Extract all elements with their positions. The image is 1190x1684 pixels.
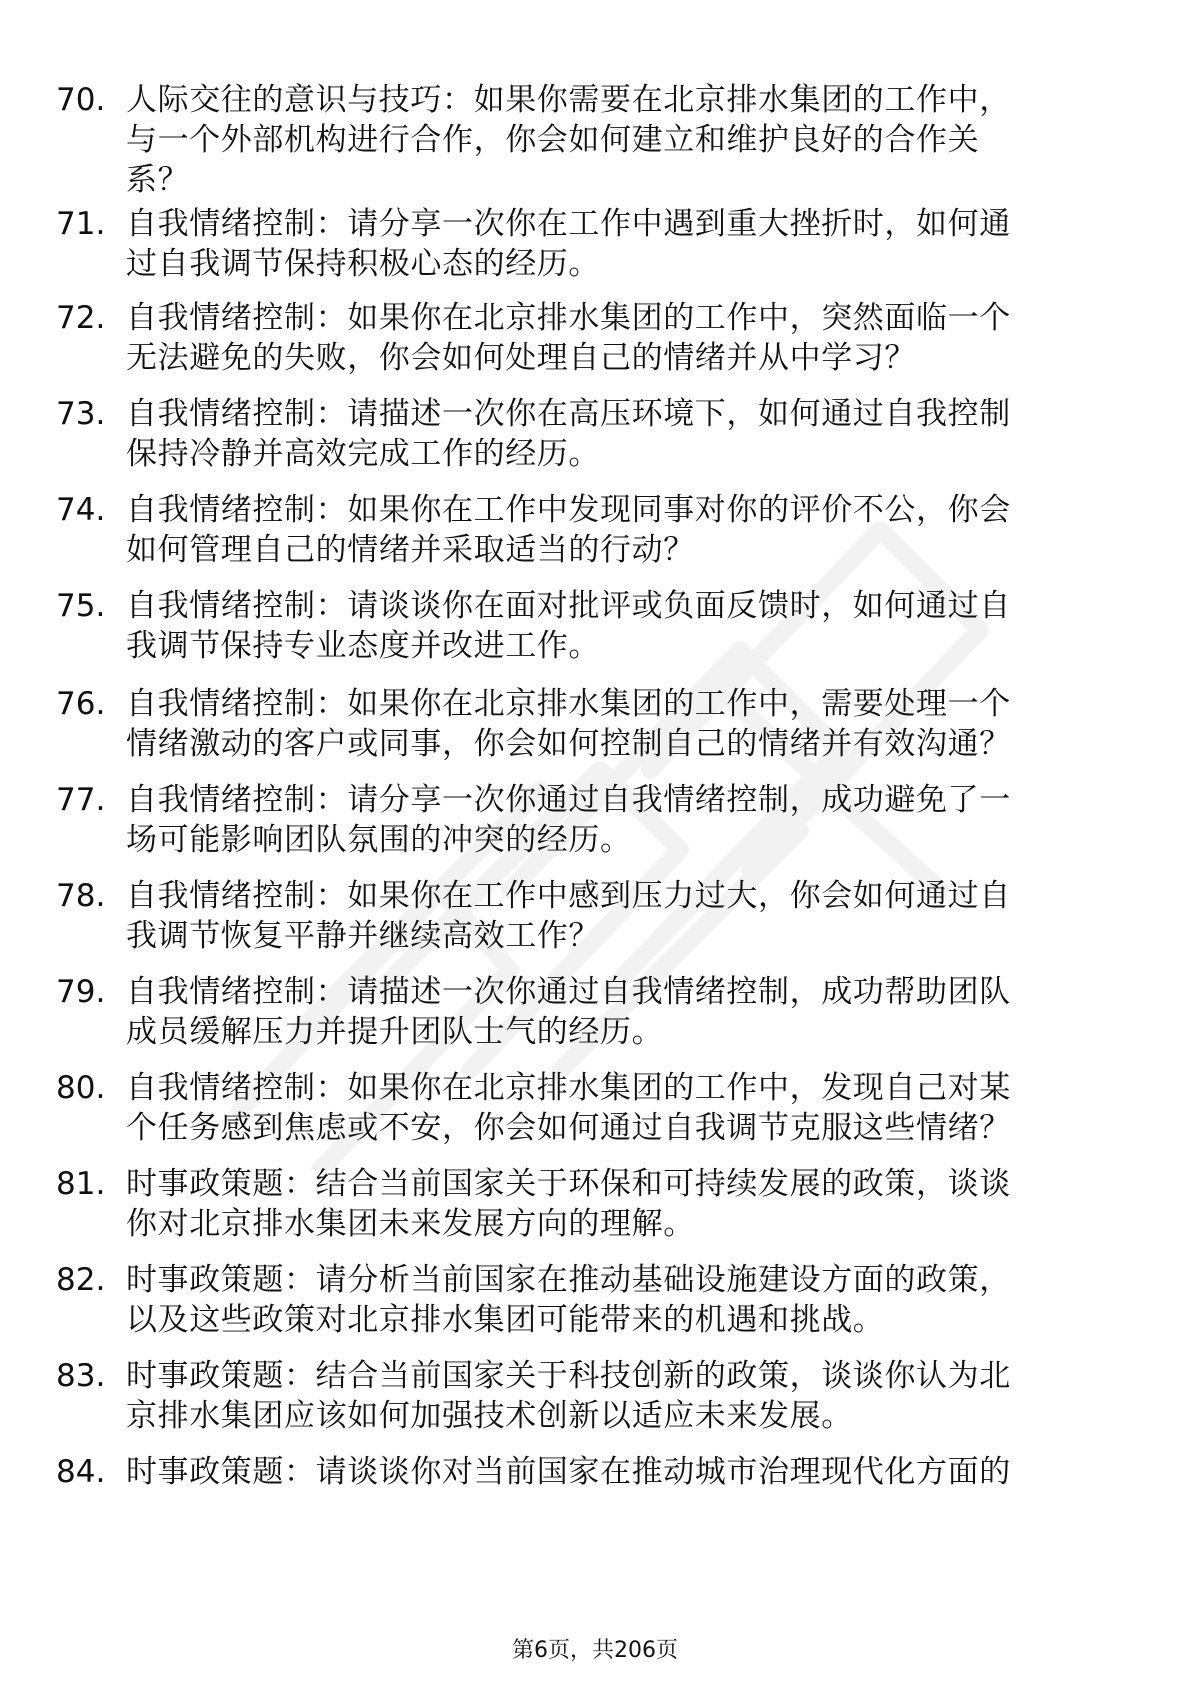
- question-text-line: 时事政策题：结合当前国家关于环保和可持续发展的政策，谈谈: [126, 1166, 1011, 1202]
- question-number: 73.: [56, 396, 106, 432]
- question-text-line: 自我情绪控制：如果你在北京排水集团的工作中，发现自己对某: [126, 1070, 1011, 1106]
- question-text: [126, 1164, 1176, 1244]
- question-text-line: 如何管理自己的情绪并采取适当的行动？: [126, 532, 695, 568]
- question-text-line: 自我情绪控制：如果你在工作中感到压力过大，你会如何通过自: [126, 878, 1011, 914]
- question-text-line: 自我情绪控制：请描述一次你通过自我情绪控制，成功帮助团队: [126, 974, 1011, 1010]
- question-text-line: 自我情绪控制：如果你在工作中发现同事对你的评价不公，你会: [126, 492, 1011, 528]
- question-text-line: 自我情绪控制：请谈谈你在面对批评或负面反馈时，如何通过自: [126, 588, 1011, 624]
- question-text: [126, 80, 1176, 200]
- question-text: [126, 1356, 1176, 1436]
- question-text-line: 时事政策题：结合当前国家关于科技创新的政策，谈谈你认为北: [126, 1358, 1011, 1394]
- question-number: 70.: [56, 82, 106, 118]
- question-text: [126, 586, 1176, 666]
- question-text-line: 自我情绪控制：如果你在北京排水集团的工作中，突然面临一个: [126, 300, 1011, 336]
- question-number: 72.: [56, 300, 106, 336]
- question-text: [126, 972, 1176, 1052]
- question-text: [126, 490, 1176, 570]
- question-text-line: 自我情绪控制：如果你在北京排水集团的工作中，需要处理一个: [126, 686, 1011, 722]
- question-text-line: 无法避免的失败，你会如何处理自己的情绪并从中学习？: [126, 340, 916, 376]
- question-text: [126, 780, 1176, 860]
- question-text-line: 自我情绪控制：请分享一次你通过自我情绪控制，成功避免了一: [126, 782, 1011, 818]
- question-text-line: 过自我调节保持积极心态的经历。: [126, 246, 600, 282]
- question-text-line: 自我情绪控制：请分享一次你在工作中遇到重大挫折时，如何通: [126, 206, 1011, 242]
- question-text-line: 情绪激动的客户或同事，你会如何控制自己的情绪并有效沟通？: [126, 726, 1011, 762]
- question-number: 84.: [56, 1454, 106, 1490]
- question-text: [126, 394, 1176, 474]
- question-number: 79.: [56, 974, 106, 1010]
- question-text-line: 时事政策题：请谈谈你对当前国家在推动城市治理现代化方面的: [126, 1454, 1011, 1490]
- question-number: 80.: [56, 1070, 106, 1106]
- question-number: 71.: [56, 206, 106, 242]
- question-text-line: 与一个外部机构进行合作，你会如何建立和维护良好的合作关: [126, 122, 980, 158]
- question-text-line: 你对北京排水集团未来发展方向的理解。: [126, 1206, 695, 1242]
- question-text: [126, 684, 1176, 764]
- question-number: 78.: [56, 878, 106, 914]
- question-number: 76.: [56, 686, 106, 722]
- question-number: 83.: [56, 1358, 106, 1394]
- question-number: 75.: [56, 588, 106, 624]
- question-text-line: 以及这些政策对北京排水集团可能带来的机遇和挑战。: [126, 1302, 885, 1338]
- question-number: 82.: [56, 1262, 106, 1298]
- question-text-line: 场可能影响团队氛围的冲突的经历。: [126, 822, 632, 858]
- question-number: 74.: [56, 492, 106, 528]
- question-text: [126, 204, 1176, 284]
- question-text: [126, 298, 1176, 378]
- question-text: [126, 1068, 1176, 1148]
- question-text-line: 系？: [126, 162, 190, 198]
- question-text-line: 个任务感到焦虑或不安，你会如何通过自我调节克服这些情绪？: [126, 1110, 1011, 1146]
- question-text: [126, 1452, 1176, 1492]
- question-text-line: 京排水集团应该如何加强技术创新以适应未来发展。: [126, 1398, 853, 1434]
- question-number: 81.: [56, 1166, 106, 1202]
- question-text-line: 我调节保持专业态度并改进工作。: [126, 628, 600, 664]
- page-indicator: 第6页，共206页: [512, 1638, 678, 1663]
- question-text-line: 自我情绪控制：请描述一次你在高压环境下，如何通过自我控制: [126, 396, 1011, 432]
- question-text-line: 我调节恢复平静并继续高效工作？: [126, 918, 600, 954]
- question-number: 77.: [56, 782, 106, 818]
- question-text-line: 保持冷静并高效完成工作的经历。: [126, 436, 600, 472]
- question-text-line: 人际交往的意识与技巧：如果你需要在北京排水集团的工作中，: [126, 82, 1011, 118]
- question-text-line: 时事政策题：请分析当前国家在推动基础设施建设方面的政策，: [126, 1262, 1011, 1298]
- question-text-line: 成员缓解压力并提升团队士气的经历。: [126, 1014, 664, 1050]
- question-text: [126, 876, 1176, 956]
- question-text: [126, 1260, 1176, 1340]
